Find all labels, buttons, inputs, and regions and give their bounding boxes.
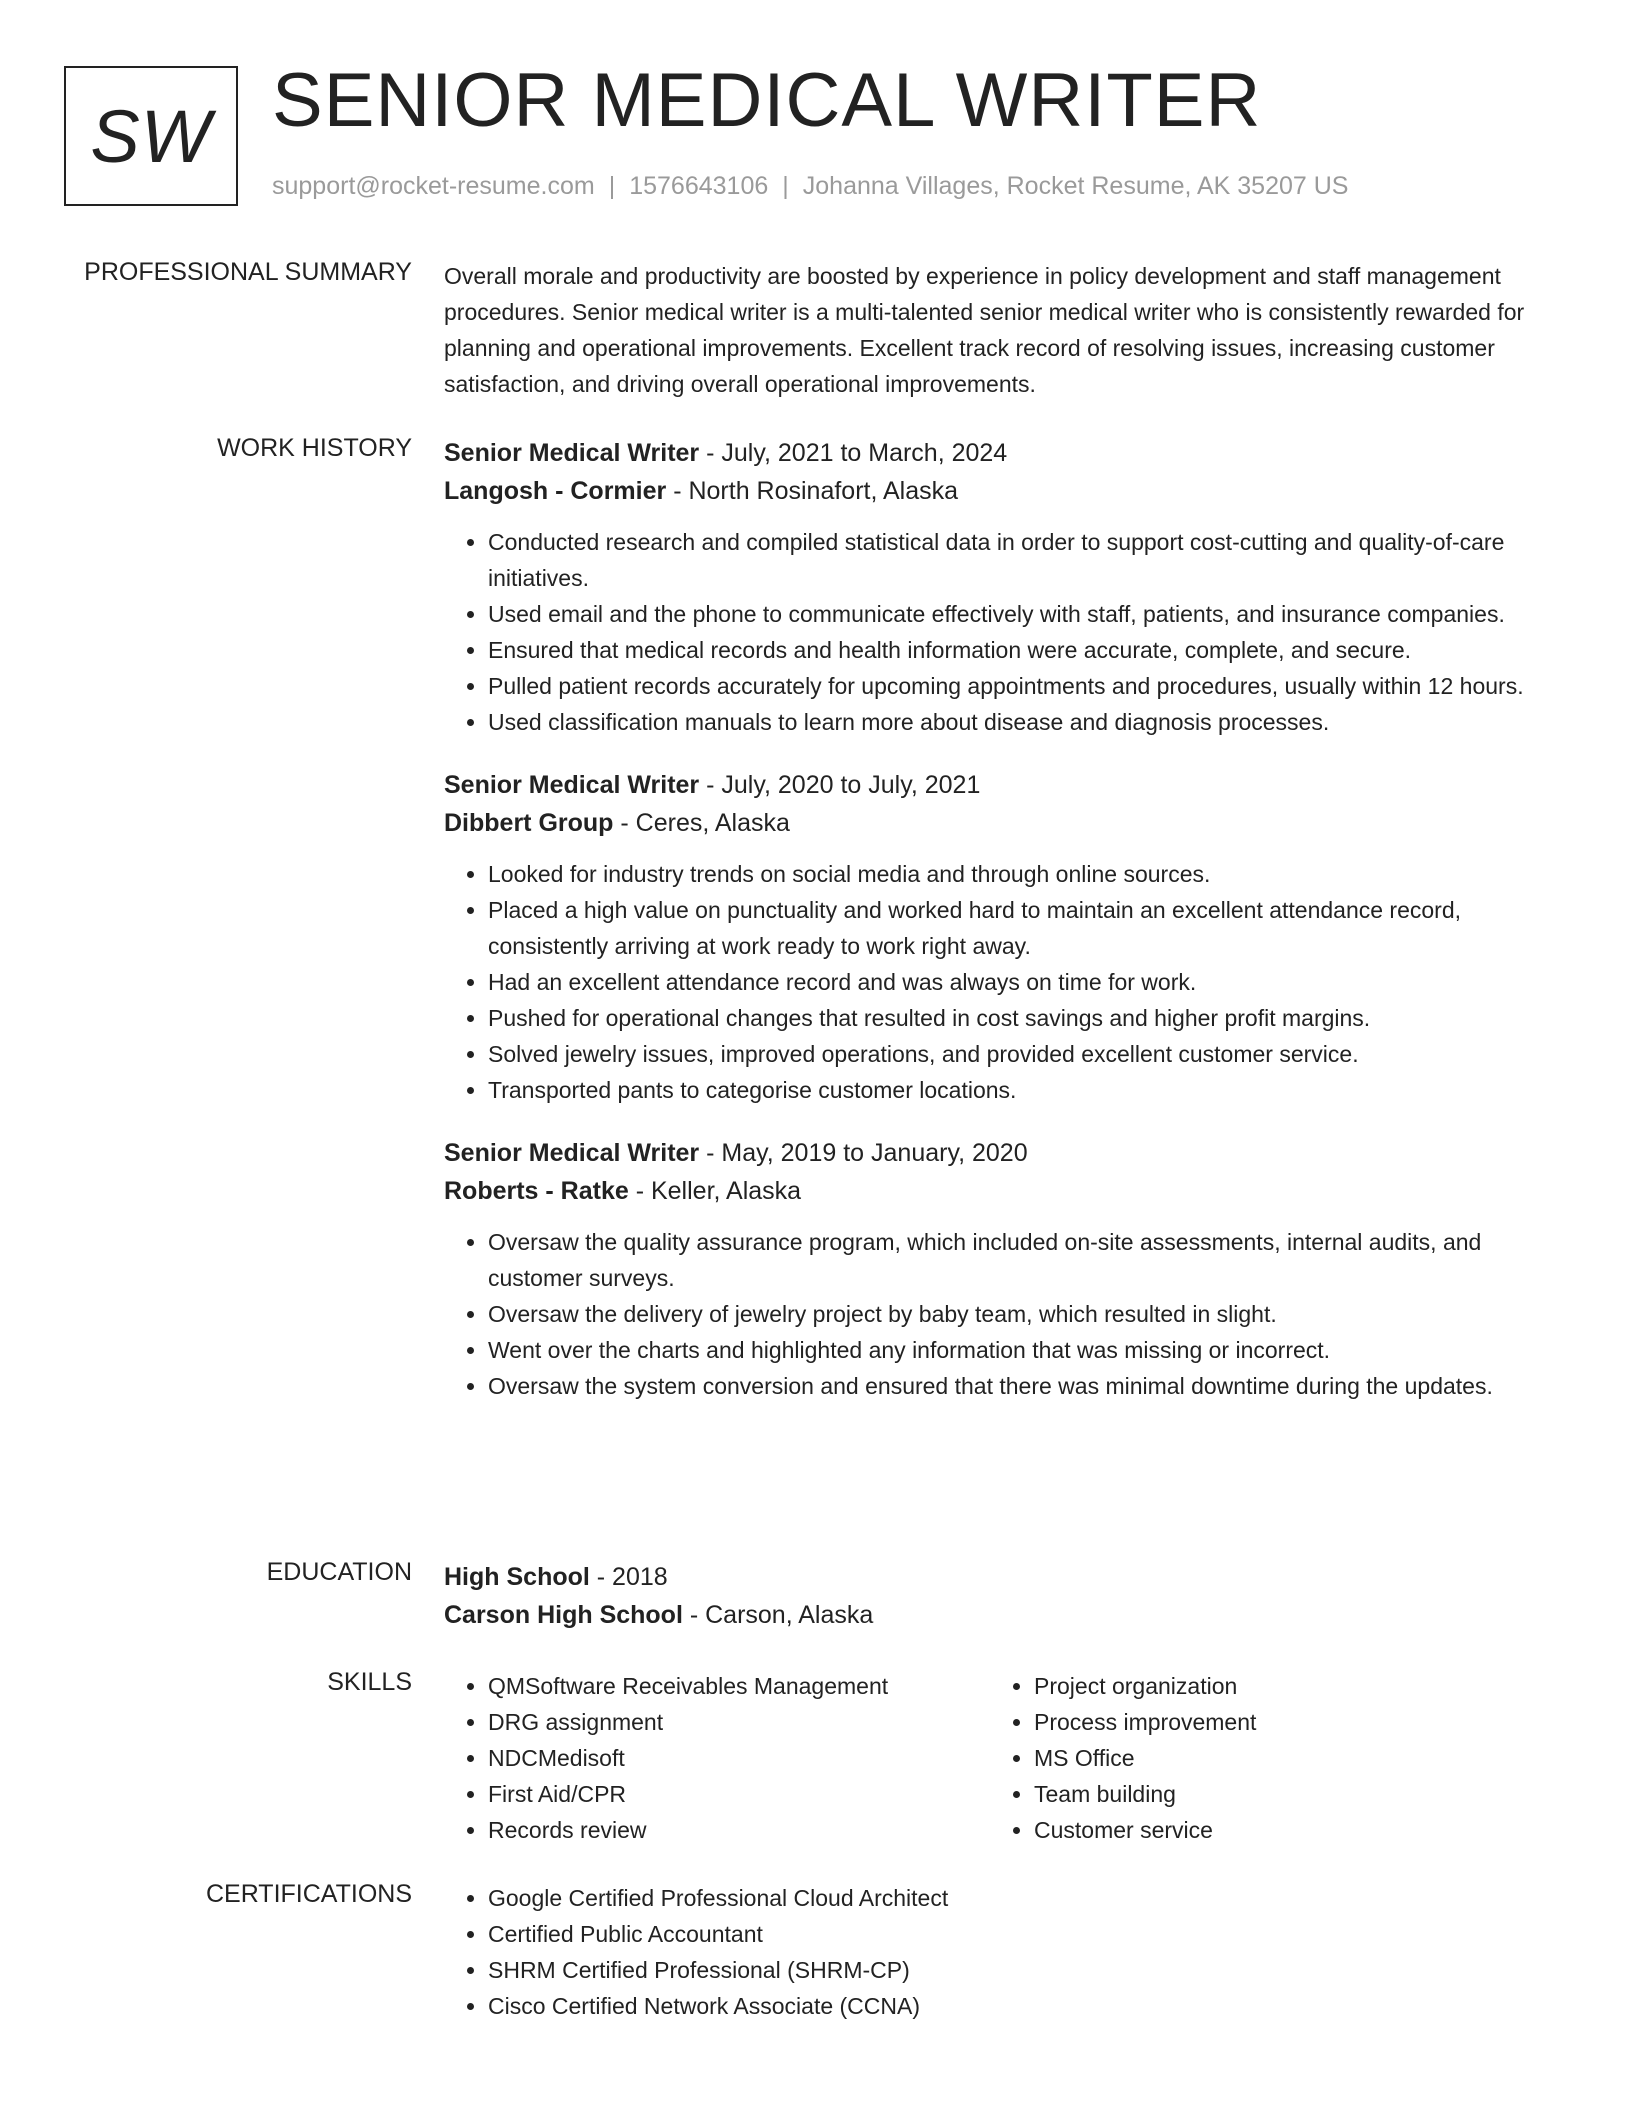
section-label-summary: PROFESSIONAL SUMMARY bbox=[84, 258, 412, 286]
skills-list-left bbox=[444, 1668, 990, 1848]
job-bullet: • Used classification manuals to learn more about disease and diagnosis processes. bbox=[488, 704, 1560, 740]
skill-item: • Process improvement bbox=[1034, 1704, 1536, 1740]
education-degree-line bbox=[444, 1558, 1560, 1596]
job-title-line bbox=[444, 434, 1560, 472]
job-bullet: • Oversaw the delivery of jewelry project by baby team, which resulted in slight. bbox=[488, 1296, 1560, 1332]
education-school-line bbox=[444, 1596, 1560, 1634]
job-bullets bbox=[444, 1224, 1560, 1404]
contact-address: Johanna Villages, Rocket Resume, AK 35207 US bbox=[802, 172, 1349, 200]
job-bullet: • Had an excellent attendance record and was always on time for work. bbox=[488, 964, 1560, 1000]
skill-item: • Team building bbox=[1034, 1776, 1536, 1812]
skill-item: • Customer service bbox=[1034, 1812, 1536, 1848]
skill-item: • QMSoftware Receivables Management bbox=[488, 1668, 990, 1704]
contact-separator: | bbox=[608, 172, 616, 200]
job-bullets bbox=[444, 524, 1560, 740]
job-location: - Ceres, Alaska bbox=[613, 809, 790, 837]
job-company: Dibbert Group bbox=[444, 809, 614, 837]
job-title: Senior Medical Writer bbox=[444, 439, 700, 467]
job-entry bbox=[444, 766, 1560, 1108]
contact-phone: 1576643106 bbox=[629, 172, 769, 200]
work-body bbox=[444, 434, 1560, 1430]
contact-separator: | bbox=[782, 172, 789, 200]
job-bullet: • Ensured that medical records and health information were accurate, complete, and secure. bbox=[488, 632, 1560, 668]
skill-item: • Project organization bbox=[1034, 1668, 1536, 1704]
certification-item: • SHRM Certified Professional (SHRM-CP) bbox=[488, 1952, 1560, 1988]
job-company-line bbox=[444, 472, 1560, 510]
job-entry bbox=[444, 434, 1560, 740]
skill-item: • DRG assignment bbox=[488, 1704, 990, 1740]
certification-item: • Certified Public Accountant bbox=[488, 1916, 1560, 1952]
education-degree: High School bbox=[444, 1563, 590, 1591]
job-bullet: • Transported pants to categorise customer locations. bbox=[488, 1072, 1560, 1108]
certifications-body bbox=[444, 1880, 1560, 2024]
job-company: Langosh - Cormier bbox=[444, 477, 667, 505]
section-label-work: WORK HISTORY bbox=[217, 434, 412, 462]
job-company-line bbox=[444, 1172, 1560, 1210]
skills-body bbox=[444, 1668, 1560, 1848]
skill-item: • Records review bbox=[488, 1812, 990, 1848]
job-dates: - July, 2020 to July, 2021 bbox=[699, 771, 981, 799]
job-bullets bbox=[444, 856, 1560, 1108]
job-location: - Keller, Alaska bbox=[628, 1177, 802, 1205]
education-school: Carson High School bbox=[444, 1601, 683, 1629]
certification-item: • Cisco Certified Network Associate (CCNA) bbox=[488, 1988, 1560, 2024]
job-bullet: • Oversaw the quality assurance program, which included on-site assessments, internal audits, and customer surveys. bbox=[488, 1224, 1560, 1296]
monogram: SW bbox=[64, 66, 238, 206]
job-bullet: • Placed a high value on punctuality and worked hard to maintain an excellent attendance record, consistently arriving at work ready to work right away. bbox=[488, 892, 1560, 964]
job-title: Senior Medical Writer bbox=[444, 1139, 700, 1167]
job-bullet: • Pulled patient records accurately for upcoming appointments and procedures, usually within 12 hours. bbox=[488, 668, 1560, 704]
skills-columns bbox=[444, 1668, 1560, 1848]
education-year: - 2018 bbox=[589, 1563, 668, 1591]
contact-line bbox=[272, 172, 1348, 201]
education-body bbox=[444, 1558, 1560, 1634]
skill-item: • MS Office bbox=[1034, 1740, 1536, 1776]
job-title-line bbox=[444, 766, 1560, 804]
summary-body bbox=[444, 258, 1560, 402]
skills-list-right bbox=[990, 1668, 1536, 1848]
certification-item: • Google Certified Professional Cloud Architect bbox=[488, 1880, 1560, 1916]
job-bullet: • Conducted research and compiled statistical data in order to support cost-cutting and quality-of-care initiatives. bbox=[488, 524, 1560, 596]
skill-item: • First Aid/CPR bbox=[488, 1776, 990, 1812]
section-label-education: EDUCATION bbox=[266, 1558, 412, 1586]
certifications-list bbox=[444, 1880, 1560, 2024]
job-bullet: • Pushed for operational changes that resulted in cost savings and higher profit margins. bbox=[488, 1000, 1560, 1036]
job-dates: - May, 2019 to January, 2020 bbox=[699, 1139, 1028, 1167]
education-location: - Carson, Alaska bbox=[682, 1601, 874, 1629]
skill-item: • NDCMedisoft bbox=[488, 1740, 990, 1776]
job-bullet: • Used email and the phone to communicate effectively with staff, patients, and insurance companies. bbox=[488, 596, 1560, 632]
job-bullet: • Oversaw the system conversion and ensured that there was minimal downtime during the updates. bbox=[488, 1368, 1560, 1404]
job-dates: - July, 2021 to March, 2024 bbox=[699, 439, 1008, 467]
page-title: SENIOR MEDICAL WRITER bbox=[272, 58, 1262, 143]
section-label-certifications: CERTIFICATIONS bbox=[205, 1880, 412, 1908]
job-company: Roberts - Ratke bbox=[444, 1177, 629, 1205]
job-company-line bbox=[444, 804, 1560, 842]
job-bullet: • Looked for industry trends on social media and through online sources. bbox=[488, 856, 1560, 892]
section-label-skills: SKILLS bbox=[327, 1668, 412, 1696]
summary-text: Overall morale and productivity are boosted by experience in policy development and staff management procedures. Senior medical writer is a multi-talented senior medical writer who is consistently rewarded for planning and operational improvements. Excellent track record of resolving issues, increasing customer satisfaction, and driving overall operational improvements. bbox=[444, 263, 1525, 397]
job-title-line bbox=[444, 1134, 1560, 1172]
job-bullet: • Solved jewelry issues, improved operations, and provided excellent customer service. bbox=[488, 1036, 1560, 1072]
job-bullet: • Went over the charts and highlighted any information that was missing or incorrect. bbox=[488, 1332, 1560, 1368]
job-entry bbox=[444, 1134, 1560, 1404]
job-location: - North Rosinafort, Alaska bbox=[666, 477, 959, 505]
job-title: Senior Medical Writer bbox=[444, 771, 700, 799]
contact-email: support@rocket-resume.com bbox=[272, 172, 595, 200]
